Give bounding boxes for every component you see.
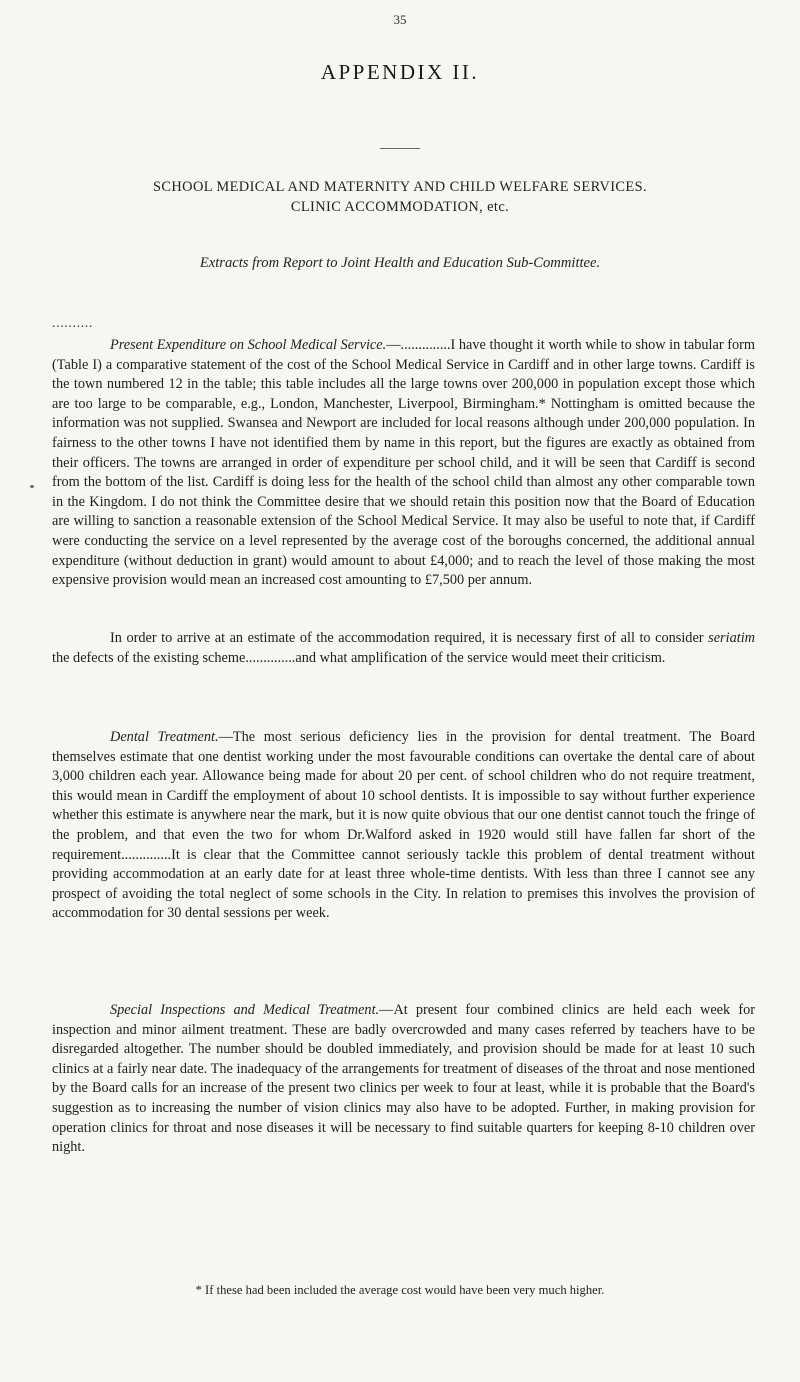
subtitle-line-2: CLINIC ACCOMMODATION, etc.	[290, 199, 510, 215]
omission-leader-dots: ..........	[52, 316, 93, 331]
paragraph-italic-seriatim: seriatim	[708, 630, 755, 646]
page-number: 35	[393, 12, 407, 27]
appendix-title: APPENDIX II.	[320, 60, 480, 84]
paragraph-text-after: the defects of the existing scheme..............and what amplification of the service would meet their criticism.	[52, 649, 666, 666]
paragraph-text-before: In order to arrive at an estimate of the accommodation required, it is necessary first of all to consider	[110, 630, 709, 646]
paragraph-text-dental-treatment: —The most serious deficiency lies in the provision for dental treatment. The Board themselves estimate that one dentist working under the most favourable conditions can overtake the dental care of about 3,000 children each year. Allowance being made for about 20 per cent. of school children who do not require treatment, this would mean in Cardiff the employment of about 10 school dentists. It is impossible to say without further experience whether this estimate is anywhere near the mark, but it is now quite obvious that our one dentist cannot touch the fringe of the problem, and that even the two for whom Dr.Walford asked in 1920 would still have fallen far short of the requirement..............It is clear that the Committee cannot seriously tackle this problem of dental treatment without providing accommodation at an early date for at least three whole-time dentists. With less than three I cannot see any prospect of avoiding the total neglect of some schools in the City. In relation to premises this involves the provision of accommodation for 30 dental sessions per week.	[52, 729, 756, 922]
paragraph-lead-dental-treatment: Dental Treatment.	[110, 729, 219, 745]
margin-mark	[30, 485, 34, 488]
title-divider	[380, 148, 420, 149]
paragraph-special-inspections	[52, 1001, 755, 1158]
footnote: * If these had been included the average cost would have been very much higher.	[195, 1283, 605, 1297]
subtitle-line-1: SCHOOL MEDICAL AND MATERNITY AND CHILD WELFARE SERVICES.	[152, 179, 647, 195]
paragraph-text-special-inspections: —At present four combined clinics are held each week for inspection and minor ailment treatment. These are badly overcrowded and many cases referred by teachers have to be disregarded altogether. The number should be doubled immediately, and provision should be made for at least 10 such clinics at a fairly near date. The inadequacy of the arrangements for treatment of diseases of the throat and nose mentioned by the Board calls for an increase of the present two clinics per week to four at least, while it is probable that the Board's suggestion as to increasing the number of vision clinics may also have to be adopted. Further, in making provision for operation clinics for throat and nose diseases it will be necessary to find suitable quarters for keeping 8-10 children over night.	[52, 1002, 756, 1156]
paragraph-present-expenditure	[52, 336, 755, 591]
paragraph-dental-treatment	[52, 728, 755, 924]
extracts-heading: Extracts from Report to Joint Health and Education Sub-Committee.	[199, 255, 601, 271]
document-subtitle	[0, 177, 800, 217]
paragraph-accommodation-estimate	[52, 629, 755, 668]
paragraph-text-present-expenditure: —..............I have thought it worth while to show in tabular form (Table I) a comparative statement of the cost of the School Medical Service in Cardiff and in other large towns. Cardiff is the town numbered 12 in the table; this table includes all the large towns over 200,000 in population except those which are too large to be comparable, e.g., London, Manchester, Liverpool, Birmingham.* Nottingham is omitted because the information was not supplied. Swansea and Newport are included for local reasons although under 200,000 population. In fairness to the other towns I have not identified them by name in this report, but the figures are exactly as obtained from their officers. The towns are arranged in order of expenditure per school child, and it will be seen that Cardiff is second from the bottom of the list. Cardiff is doing less for the health of the school child than almost any other comparable town in the Kingdom. I do not think the Committee desire that we should retain this position now that the Board of Education are willing to sanction a reasonable extension of the School Medical Service. It may also be useful to note that, if Cardiff were conducting the service on a level represented by the average cost of the boroughs concerned, the additional annual expenditure (without deduction in grant) would amount to about £4,000; and to reach the level of those making the most expensive provision would mean an increased cost amounting to £7,500 per annum.	[52, 337, 755, 589]
paragraph-lead-present-expenditure: Present Expenditure on School Medical Service.	[110, 337, 387, 353]
paragraph-lead-special-inspections: Special Inspections and Medical Treatment.	[110, 1002, 380, 1018]
